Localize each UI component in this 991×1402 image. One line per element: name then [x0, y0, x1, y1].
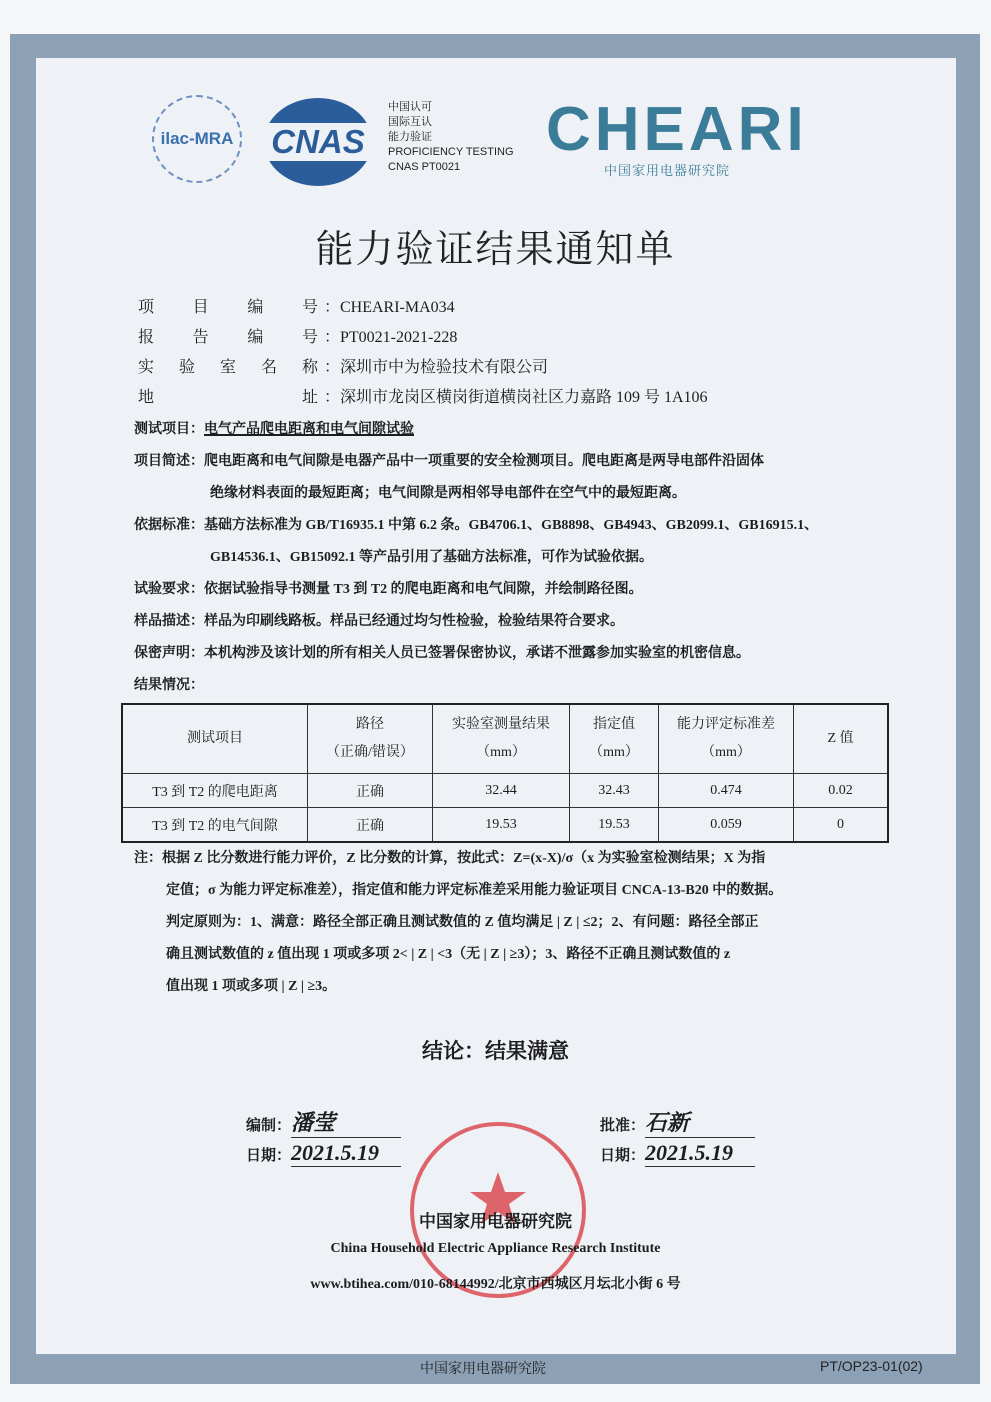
header-unit: （正确/错误） [326, 745, 414, 760]
col-header [570, 704, 659, 774]
label: 项目简述： [134, 454, 204, 469]
cell: 0.02 [794, 774, 889, 808]
results-table [121, 703, 889, 843]
cell: 0 [794, 808, 889, 843]
value: 基础方法标准为 GB/T16935.1 中第 6.2 条。GB4706.1、GB8898、GB4943、GB2099.1、GB16915.1、 [204, 518, 819, 533]
description-row [134, 446, 894, 478]
note-line: 判定原则为：1、满意：路径全部正确且测试数值的 Z 值均满足 | Z | ≤2；2、有问题：路径全部正 [166, 915, 759, 930]
table-header-row [122, 704, 888, 774]
standard-cont: GB14536.1、GB15092.1 等产品引用了基础方法标准，可作为试验依据。 [210, 550, 653, 565]
pt-line: 中国认可 [388, 101, 432, 113]
info-label: 地址 [138, 389, 318, 406]
document-title: 能力验证结果通知单 [315, 227, 676, 271]
note-line: 确且测试数值的 z 值出现 1 项或多项 2< | Z | <3（无 | Z | ≥3）；3、路径不正确且测试数值的 z [166, 947, 731, 962]
institute-name-cn: 中国家用电器研究院 [419, 1212, 572, 1231]
info-label: 实验室名称 [138, 359, 318, 376]
cheari-logo-subtitle: 中国家用电器研究院 [604, 163, 731, 178]
label: 日期： [246, 1148, 292, 1164]
note-line: 值出现 1 项或多项 | Z | ≥3。 [166, 979, 337, 994]
info-value: ：深圳市中为检验技术有限公司 [324, 359, 549, 376]
info-label: 报告编号 [138, 329, 318, 346]
header-unit: （mm） [476, 745, 526, 760]
standard-row [134, 510, 894, 542]
sample-row [134, 606, 894, 638]
signature: 潘莹 [291, 1106, 401, 1138]
date-handwritten: 2021.5.19 [291, 1140, 401, 1167]
note-and-conclusion [0, 843, 991, 1065]
cell: T3 到 T2 的电气间隙 [122, 808, 308, 843]
test-item-value: 电气产品爬电距离和电气间隙试验 [204, 422, 414, 437]
conclusion: 结论：结果满意 [422, 1038, 569, 1063]
header-text: 指定值 [593, 717, 635, 732]
cell: 32.43 [570, 774, 659, 808]
info-value: ：CHEARI-MA034 [324, 299, 455, 316]
confidentiality-row [134, 638, 894, 670]
value: 本机构涉及该计划的所有相关人员已签署保密协议，承诺不泄露参加实验室的机密信息。 [204, 646, 750, 661]
footer-institute: 中国家用电器研究院 [420, 1361, 546, 1377]
header-unit: （mm） [701, 745, 751, 760]
label: 保密声明： [134, 646, 204, 661]
label: 依据标准： [134, 518, 204, 533]
cell: 32.44 [433, 774, 570, 808]
info-row-lab-name [138, 358, 548, 378]
header-text: 测试项目 [187, 731, 243, 746]
description-cont: 绝缘材料表面的最短距离；电气间隙是两相邻导电部件在空气中的最短距离。 [210, 486, 686, 501]
info-value: ：深圳市龙岗区横岗街道横岗社区力嘉路 109 号 1A106 [324, 389, 708, 406]
col-header [122, 704, 308, 774]
label: 试验要求： [134, 582, 204, 597]
col-header [794, 704, 889, 774]
col-header [308, 704, 433, 774]
date-handwritten: 2021.5.19 [645, 1140, 755, 1167]
info-value: ：PT0021-2021-228 [324, 329, 458, 346]
prepared-by [246, 1106, 401, 1138]
info-row-report-number [138, 328, 457, 348]
approved-date [600, 1140, 755, 1167]
proficiency-testing-mark [388, 100, 514, 175]
header-text: Z 值 [827, 731, 854, 746]
label: 批准： [600, 1118, 646, 1134]
info-row-project-number [138, 298, 455, 318]
cell: 0.474 [659, 774, 794, 808]
cell: 正确 [308, 774, 433, 808]
table-row [122, 808, 888, 843]
header-unit: （mm） [589, 745, 639, 760]
cell: 19.53 [433, 808, 570, 843]
approved-by [600, 1106, 755, 1138]
cnas-logo [264, 98, 372, 186]
requirement-row [134, 574, 894, 606]
note-line: 注：根据 Z 比分数进行能力评价，Z 比分数的计算，按此式：Z=(x-X)/σ（x 为实验室检测结果；X 为指 [134, 851, 766, 866]
cell: 0.059 [659, 808, 794, 843]
label: 测试项目： [134, 422, 204, 437]
value: 样品为印刷线路板。样品已经通过均匀性检验，检验结果符合要求。 [204, 614, 624, 629]
test-item-row [134, 414, 894, 446]
details-section [134, 414, 894, 702]
col-header [433, 704, 570, 774]
prepared-date [246, 1140, 401, 1167]
institute-contact: www.btihea.com/010-68144992/北京市西城区月坛北小街 6 号 [310, 1277, 681, 1292]
pt-line: 能力验证 [388, 131, 432, 143]
note-line: 定值；σ 为能力评定标准差），指定值和能力评定标准差采用能力验证项目 CNCA-13-B20 中的数据。 [166, 883, 783, 898]
header-text: 实验室测量结果 [452, 717, 550, 732]
info-label: 项目编号 [138, 299, 318, 316]
label: 样品描述： [134, 614, 204, 629]
cell: T3 到 T2 的爬电距离 [122, 774, 308, 808]
cnas-logo-text: CNAS [264, 123, 372, 161]
cell: 正确 [308, 808, 433, 843]
ilac-mra-logo [152, 95, 242, 183]
note-section [134, 843, 894, 1003]
institute-name-en: China Household Electric Appliance Research Institute [330, 1241, 661, 1256]
cheari-logo: CHEARI [546, 95, 808, 164]
signature: 石新 [645, 1106, 755, 1138]
header-text: 路径 [356, 717, 384, 732]
label: 日期： [600, 1148, 646, 1164]
value: 依据试验指导书测量 T3 到 T2 的爬电距离和电气间隙，并绘制路径图。 [204, 582, 643, 597]
header-text: 能力评定标准差 [677, 717, 775, 732]
footer-form-code: PT/OP23-01(02) [820, 1358, 923, 1374]
pt-line: PROFICIENCY TESTING [388, 146, 514, 158]
info-row-address [138, 388, 708, 408]
pt-line: CNAS PT0021 [388, 161, 461, 173]
result-label: 结果情况： [134, 678, 204, 693]
col-header [659, 704, 794, 774]
pt-line: 国际互认 [388, 116, 432, 128]
ilac-logo-text: ilac-MRA [160, 129, 234, 148]
cell: 19.53 [570, 808, 659, 843]
label: 编制： [246, 1118, 292, 1134]
table-row [122, 774, 888, 808]
value: 爬电距离和电气间隙是电器产品中一项重要的安全检测项目。爬电距离是两导电部件沿固体 [204, 454, 764, 469]
